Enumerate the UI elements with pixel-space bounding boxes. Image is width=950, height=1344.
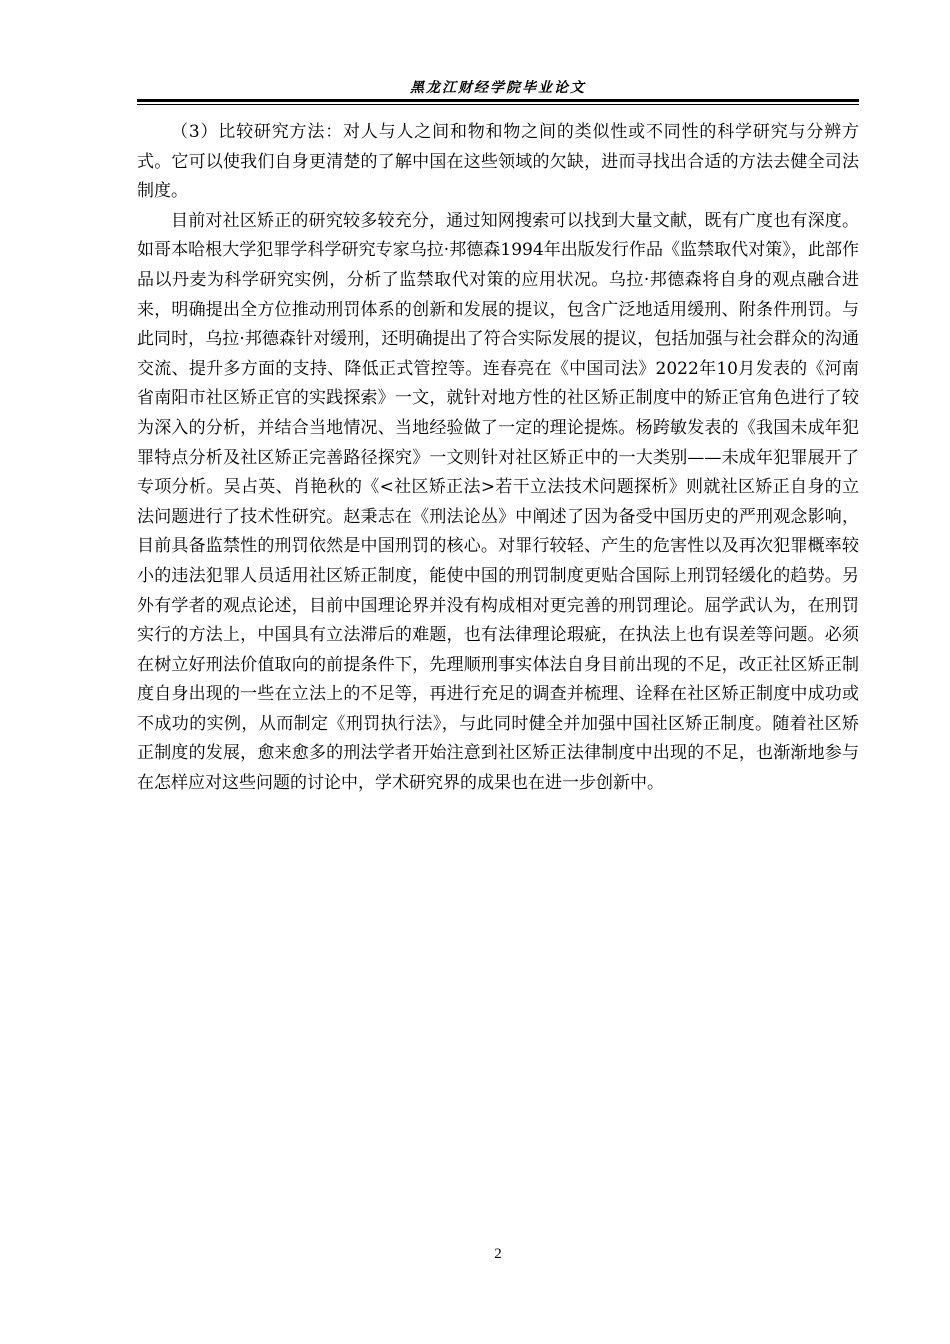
paragraph-literature-review: 目前对社区矫正的研究较多较充分，通过知网搜索可以找到大量文献，既有广度也有深度。如哥本哈根大学犯罪学科学研究专家乌拉·邦德森1994年出版发行作品《监禁取代对策》，此部作品以丹麦为科学研究实例，分析了监禁取代对策的应用状况。乌拉·邦德森将自身的观点融合进来，明确提出全方位推动刑罚体系的创新和发展的提议，包含广泛地适用缓刑、附条件刑罚。与此同时，乌拉·邦德森针对缓刑，还明确提出了符合实际发展的提议，包括加强与社会群众的沟通交流、提升多方面的支持、降低正式管控等。连春亮在《中国司法》2022年10月发表的《河南省南阳市社区矫正官的实践探索》一文，就针对地方性的社区矫正制度中的矫正官角色进行了较为深入的分析，并结合当地情况、当地经验做了一定的理论提炼。杨跨敏发表的《我国未成年犯罪特点分析及社区矫正完善路径探究》一文则针对社区矫正中的一大类别——未成年犯罪展开了专项分析。吴占英、肖艳秋的《<社区矫正法>若干立法技术问题探析》则就社区矫正自身的立法问题进行了技术性研究。赵秉志在《刑法论丛》中阐述了因为备受中国历史的严刑观念影响，目前具备监禁性的刑罚依然是中国刑罚的核心。对罪行较轻、产生的危害性以及再次犯罪概率较小的违法犯罪人员适用社区矫正制度，能使中国的刑罚制度更贴合国际上刑罚轻缓化的趋势。另外有学者的观点论述，目前中国理论界并没有构成相对更完善的刑罚理论。屈学武认为，在刑罚实行的方法上，中国具有立法滞后的难题，也有法律理论瑕疵，在执法上也有误差等问题。必须在树立好刑法价值取向的前提条件下，先理顺刑事实体法自身目前出现的不足，改正社区矫正制度自身出现的一些在立法上的不足等，再进行充足的调查并梳理、诠释在社区矫正制度中成功或不成功的实例，从而制定《刑罚执行法》，与此同时健全并加强中国社区矫正制度。随着社区矫正制度的发展，愈来愈多的刑法学者开始注意到社区矫正法律制度中出现的不足，也渐渐地参与在怎样应对这些问题的讨论中，学术研究界的成果也在进一步创新中。 <box>137 210 859 794</box>
body-text <box>137 118 859 799</box>
page-header-title: 黑龙江财经学院毕业论文 <box>410 80 586 96</box>
header-rule-thick <box>137 99 859 102</box>
paragraph-comparative-method: （3）比较研究方法：对人与人之间和物和物之间的类似性或不同性的科学研究与分辨方式。它可以使我们自身更清楚的了解中国在这些领域的欠缺，进而寻找出合适的方法去健全司法制度。 <box>137 122 859 202</box>
page-number: 2 <box>494 1246 502 1262</box>
header-rule-thin <box>137 104 859 105</box>
